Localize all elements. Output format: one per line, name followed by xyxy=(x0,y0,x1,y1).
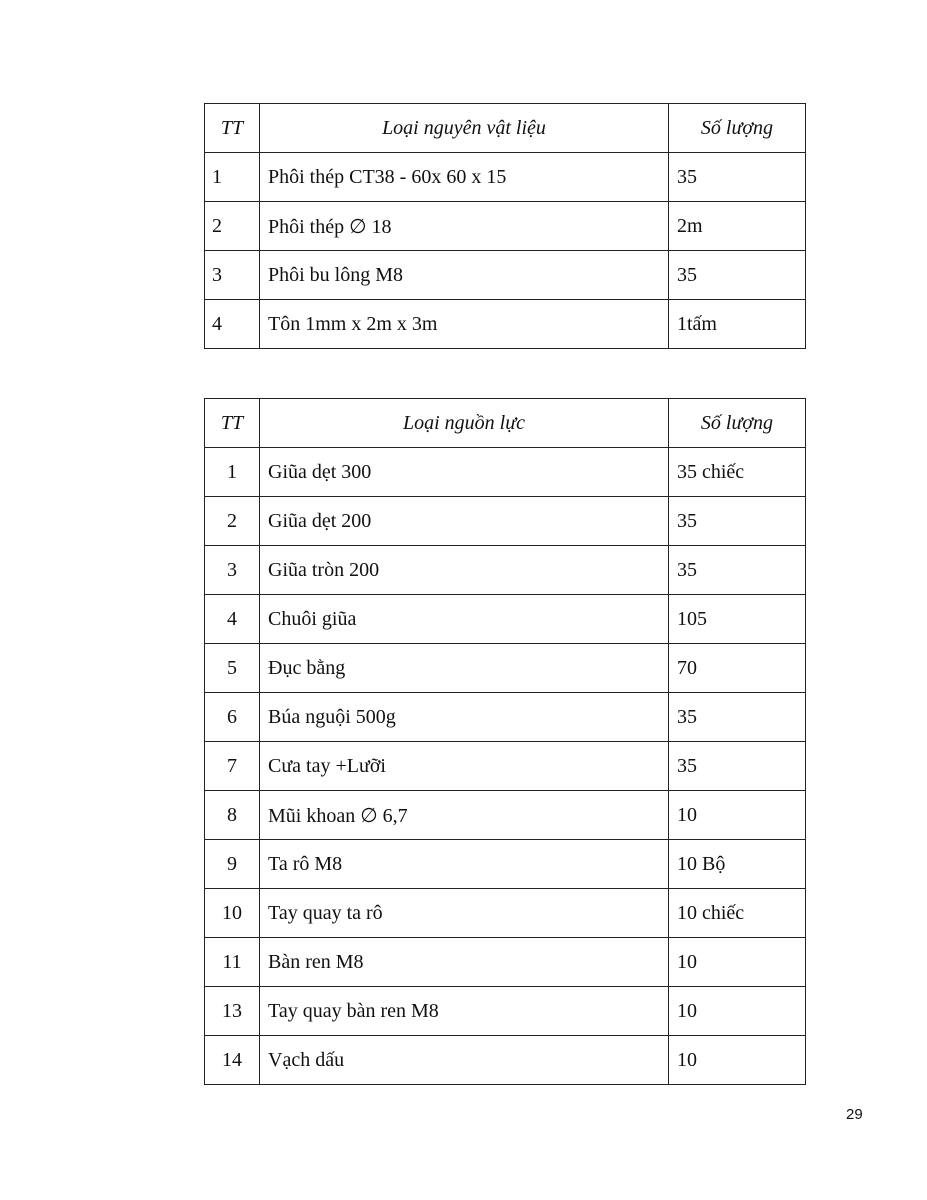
quantity-cell: 35 xyxy=(669,742,806,791)
resources-table xyxy=(204,398,806,1085)
header-material-type: Loại nguyên vật liệu xyxy=(260,104,669,153)
quantity-cell: 35 xyxy=(669,497,806,546)
table-row xyxy=(205,300,806,349)
materials-table xyxy=(204,103,806,349)
header-quantity: Số lượng xyxy=(669,104,806,153)
item-name-cell: Tôn 1mm x 2m x 3m xyxy=(260,300,669,349)
row-number-cell: 1 xyxy=(205,448,260,497)
row-number-cell: 7 xyxy=(205,742,260,791)
row-number-cell: 11 xyxy=(205,938,260,987)
item-name-cell: Đục bằng xyxy=(260,644,669,693)
materials-table-body xyxy=(205,153,806,349)
table-row xyxy=(205,840,806,889)
table-row xyxy=(205,448,806,497)
item-name-cell: Cưa tay +Lưỡi xyxy=(260,742,669,791)
table-row xyxy=(205,153,806,202)
row-number-cell: 4 xyxy=(205,300,260,349)
table-row xyxy=(205,644,806,693)
item-name-cell: Giũa tròn 200 xyxy=(260,546,669,595)
table-row xyxy=(205,1036,806,1085)
row-number-cell: 2 xyxy=(205,497,260,546)
row-number-cell: 3 xyxy=(205,251,260,300)
item-name-cell: Giũa dẹt 300 xyxy=(260,448,669,497)
quantity-cell: 105 xyxy=(669,595,806,644)
header-tt: TT xyxy=(205,399,260,448)
quantity-cell: 10 xyxy=(669,791,806,840)
item-name-cell: Phôi thép ∅ 18 xyxy=(260,202,669,251)
row-number-cell: 9 xyxy=(205,840,260,889)
item-name-cell: Giũa dẹt 200 xyxy=(260,497,669,546)
quantity-cell: 10 xyxy=(669,938,806,987)
item-name-cell: Phôi bu lông M8 xyxy=(260,251,669,300)
row-number-cell: 14 xyxy=(205,1036,260,1085)
item-name-cell: Ta rô M8 xyxy=(260,840,669,889)
quantity-cell: 10 xyxy=(669,987,806,1036)
item-name-cell: Phôi thép CT38 - 60x 60 x 15 xyxy=(260,153,669,202)
table-row xyxy=(205,595,806,644)
table-row xyxy=(205,202,806,251)
row-number-cell: 5 xyxy=(205,644,260,693)
item-name-cell: Tay quay bàn ren M8 xyxy=(260,987,669,1036)
table-row xyxy=(205,938,806,987)
quantity-cell: 1tấm xyxy=(669,300,806,349)
row-number-cell: 10 xyxy=(205,889,260,938)
row-number-cell: 6 xyxy=(205,693,260,742)
row-number-cell: 8 xyxy=(205,791,260,840)
table-row xyxy=(205,791,806,840)
table-row xyxy=(205,987,806,1036)
quantity-cell: 35 xyxy=(669,153,806,202)
page-number: 29 xyxy=(846,1106,863,1123)
quantity-cell: 70 xyxy=(669,644,806,693)
table-row xyxy=(205,546,806,595)
row-number-cell: 13 xyxy=(205,987,260,1036)
table-header-row xyxy=(205,399,806,448)
resources-table-body xyxy=(205,448,806,1085)
item-name-cell: Búa nguội 500g xyxy=(260,693,669,742)
quantity-cell: 35 xyxy=(669,546,806,595)
header-quantity: Số lượng xyxy=(669,399,806,448)
quantity-cell: 10 Bộ xyxy=(669,840,806,889)
row-number-cell: 3 xyxy=(205,546,260,595)
quantity-cell: 35 xyxy=(669,693,806,742)
table-row xyxy=(205,742,806,791)
table-header-row xyxy=(205,104,806,153)
quantity-cell: 35 xyxy=(669,251,806,300)
table-row xyxy=(205,889,806,938)
table-row xyxy=(205,497,806,546)
item-name-cell: Tay quay ta rô xyxy=(260,889,669,938)
item-name-cell: Chuôi giũa xyxy=(260,595,669,644)
header-tt: TT xyxy=(205,104,260,153)
item-name-cell: Vạch dấu xyxy=(260,1036,669,1085)
quantity-cell: 10 chiếc xyxy=(669,889,806,938)
table-row xyxy=(205,251,806,300)
quantity-cell: 35 chiếc xyxy=(669,448,806,497)
table-row xyxy=(205,693,806,742)
quantity-cell: 10 xyxy=(669,1036,806,1085)
item-name-cell: Bàn ren M8 xyxy=(260,938,669,987)
header-resource-type: Loại nguồn lực xyxy=(260,399,669,448)
row-number-cell: 4 xyxy=(205,595,260,644)
row-number-cell: 2 xyxy=(205,202,260,251)
quantity-cell: 2m xyxy=(669,202,806,251)
item-name-cell: Mũi khoan ∅ 6,7 xyxy=(260,791,669,840)
row-number-cell: 1 xyxy=(205,153,260,202)
